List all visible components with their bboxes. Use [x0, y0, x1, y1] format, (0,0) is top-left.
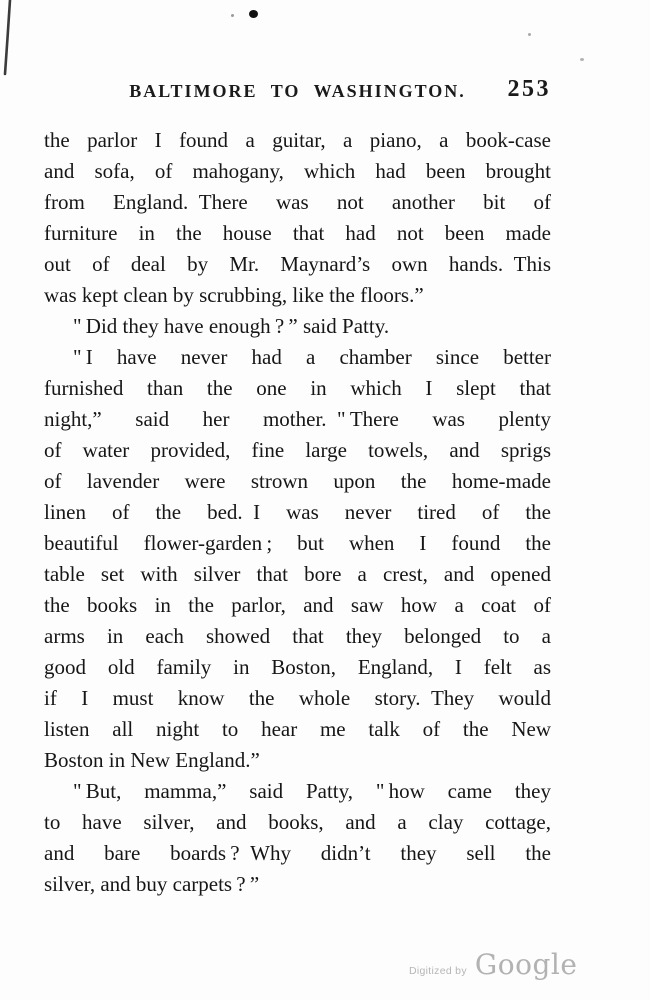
text-line: furnished than the one in which I slept that — [44, 376, 551, 400]
text-line: table set with silver that bore a crest, and opened — [44, 562, 551, 586]
paragraph — [44, 342, 551, 776]
text-line: beautiful flower-garden ; but when I found the — [44, 531, 551, 555]
google-logo: Google — [474, 948, 578, 981]
text-line: was kept clean by scrubbing, like the floors.” — [44, 283, 424, 307]
text-line: linen of the bed. I was never tired of the — [44, 500, 551, 524]
running-header-title: BALTIMORE TO WASHINGTON. — [129, 81, 466, 101]
text-line: and bare boards ? Why didn’t they sell the — [44, 841, 551, 865]
text-line: " I have never had a chamber since better — [73, 345, 551, 369]
text-line: out of deal by Mr. Maynard’s own hands. This — [44, 252, 551, 276]
text-line: furniture in the house that had not been made — [44, 221, 551, 245]
text-block — [44, 125, 551, 900]
text-line: Boston in New England.” — [44, 748, 260, 772]
text-line: to have silver, and books, and a clay cottage, — [44, 810, 551, 834]
scan-artifact-ink-line — [0, 0, 18, 84]
text-line: from England. There was not another bit of — [44, 190, 551, 214]
paragraph — [44, 125, 551, 311]
text-line: if I must know the whole story. They would — [44, 686, 551, 710]
scan-artifact-speck — [528, 33, 531, 36]
scan-artifact-speck — [231, 14, 234, 17]
text-line: the parlor I found a guitar, a piano, a book-case — [44, 128, 551, 152]
text-line: of lavender were strown upon the home-made — [44, 469, 551, 493]
scan-artifact-ink-dot — [249, 10, 258, 18]
text-line: the books in the parlor, and saw how a coat of — [44, 593, 551, 617]
text-line: " But, mamma,” said Patty, " how came they — [73, 779, 551, 803]
text-line: " Did they have enough ? ” said Patty. — [73, 314, 390, 338]
text-line: arms in each showed that they belonged to a — [44, 624, 551, 648]
text-line: good old family in Boston, England, I felt as — [44, 655, 551, 679]
scan-artifact-speck — [580, 58, 584, 61]
text-line: of water provided, fine large towels, and sprigs — [44, 438, 551, 462]
watermark-prefix: Digitized by — [409, 965, 467, 977]
text-line: silver, and buy carpets ? ” — [44, 872, 260, 896]
paragraph — [44, 311, 551, 342]
page-number: 253 — [507, 76, 551, 102]
running-header — [44, 76, 551, 107]
text-line: night,” said her mother. " There was plenty — [44, 407, 551, 431]
paragraph — [44, 776, 551, 900]
text-line: and sofa, of mahogany, which had been brought — [44, 159, 551, 183]
text-line: listen all night to hear me talk of the New — [44, 717, 551, 741]
watermark — [409, 948, 577, 981]
